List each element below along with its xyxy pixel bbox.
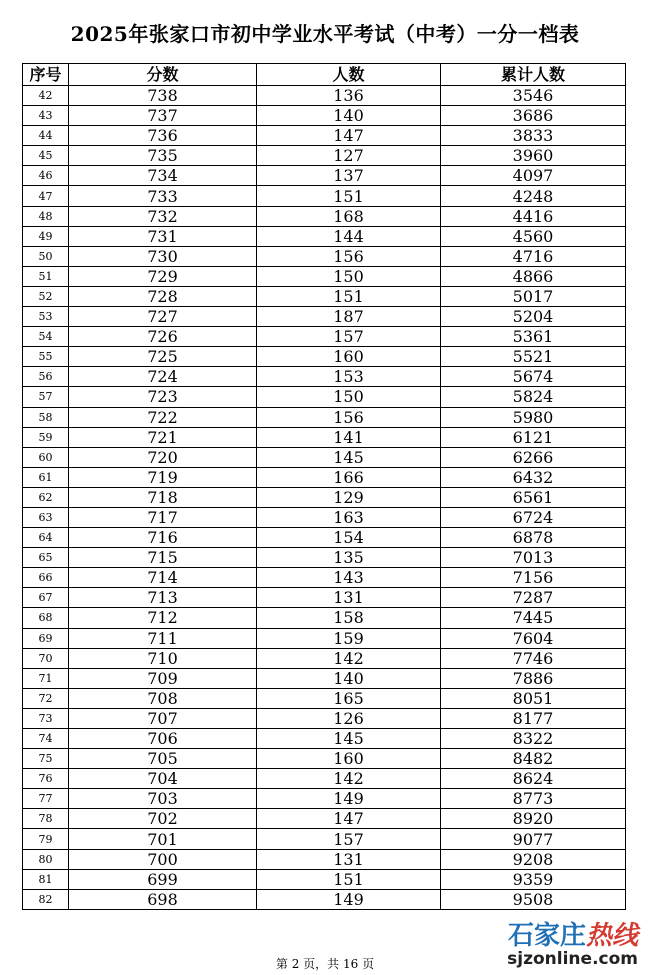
table-row (23, 849, 626, 869)
seq-cell: 49 (23, 226, 69, 246)
table-row (23, 286, 626, 306)
table-row (23, 749, 626, 769)
count-cell: 157 (257, 829, 441, 849)
score-cell: 717 (69, 507, 257, 527)
cumulative-cell: 6432 (441, 467, 626, 487)
count-cell: 150 (257, 387, 441, 407)
count-cell: 160 (257, 347, 441, 367)
table-row (23, 266, 626, 286)
score-cell: 734 (69, 166, 257, 186)
count-cell: 153 (257, 367, 441, 387)
table-row (23, 869, 626, 889)
count-cell: 187 (257, 307, 441, 327)
count-cell: 150 (257, 266, 441, 286)
cumulative-cell: 6724 (441, 507, 626, 527)
table-row (23, 166, 626, 186)
seq-cell: 63 (23, 507, 69, 527)
seq-cell: 48 (23, 206, 69, 226)
table-row (23, 427, 626, 447)
cumulative-cell: 4716 (441, 246, 626, 266)
count-cell: 142 (257, 648, 441, 668)
seq-cell: 66 (23, 568, 69, 588)
table-row (23, 246, 626, 266)
score-cell: 700 (69, 849, 257, 869)
score-cell: 711 (69, 628, 257, 648)
seq-cell: 43 (23, 106, 69, 126)
seq-cell: 76 (23, 769, 69, 789)
cumulative-cell: 6561 (441, 487, 626, 507)
cumulative-cell: 9359 (441, 869, 626, 889)
table-row (23, 628, 626, 648)
cumulative-cell: 7013 (441, 548, 626, 568)
count-cell: 140 (257, 106, 441, 126)
cumulative-cell: 5980 (441, 407, 626, 427)
score-cell: 728 (69, 286, 257, 306)
table-row (23, 568, 626, 588)
cumulative-cell: 7886 (441, 668, 626, 688)
score-cell: 730 (69, 246, 257, 266)
table-row (23, 86, 626, 106)
cumulative-cell: 7604 (441, 628, 626, 648)
count-cell: 144 (257, 226, 441, 246)
score-cell: 723 (69, 387, 257, 407)
seq-cell: 68 (23, 608, 69, 628)
score-cell: 698 (69, 889, 257, 909)
cumulative-cell: 4560 (441, 226, 626, 246)
cumulative-cell: 7156 (441, 568, 626, 588)
table-row (23, 226, 626, 246)
score-cell: 709 (69, 668, 257, 688)
score-cell: 722 (69, 407, 257, 427)
score-cell: 737 (69, 106, 257, 126)
seq-cell: 80 (23, 849, 69, 869)
table-row (23, 648, 626, 668)
seq-cell: 71 (23, 668, 69, 688)
score-cell: 733 (69, 186, 257, 206)
count-cell: 158 (257, 608, 441, 628)
count-cell: 166 (257, 467, 441, 487)
table-header-row (23, 64, 626, 86)
count-cell: 168 (257, 206, 441, 226)
seq-cell: 50 (23, 246, 69, 266)
seq-cell: 56 (23, 367, 69, 387)
cumulative-cell: 8051 (441, 688, 626, 708)
score-cell: 701 (69, 829, 257, 849)
count-cell: 157 (257, 327, 441, 347)
seq-cell: 59 (23, 427, 69, 447)
count-cell: 145 (257, 729, 441, 749)
cumulative-cell: 4097 (441, 166, 626, 186)
count-cell: 156 (257, 246, 441, 266)
score-cell: 727 (69, 307, 257, 327)
table-row (23, 206, 626, 226)
header-count: 人数 (257, 64, 441, 86)
table-row (23, 327, 626, 347)
count-cell: 142 (257, 769, 441, 789)
cumulative-cell: 3546 (441, 86, 626, 106)
cumulative-cell: 4248 (441, 186, 626, 206)
count-cell: 165 (257, 688, 441, 708)
seq-cell: 54 (23, 327, 69, 347)
seq-cell: 61 (23, 467, 69, 487)
score-cell: 708 (69, 688, 257, 708)
score-cell: 706 (69, 729, 257, 749)
seq-cell: 52 (23, 286, 69, 306)
table-row (23, 688, 626, 708)
seq-cell: 79 (23, 829, 69, 849)
count-cell: 160 (257, 749, 441, 769)
table-row (23, 367, 626, 387)
seq-cell: 42 (23, 86, 69, 106)
cumulative-cell: 5824 (441, 387, 626, 407)
count-cell: 141 (257, 427, 441, 447)
score-cell: 702 (69, 809, 257, 829)
cumulative-cell: 3686 (441, 106, 626, 126)
seq-cell: 77 (23, 789, 69, 809)
seq-cell: 67 (23, 588, 69, 608)
count-cell: 145 (257, 447, 441, 467)
score-cell: 715 (69, 548, 257, 568)
seq-cell: 53 (23, 307, 69, 327)
score-cell: 726 (69, 327, 257, 347)
count-cell: 147 (257, 809, 441, 829)
table-row (23, 507, 626, 527)
score-cell: 714 (69, 568, 257, 588)
table-row (23, 769, 626, 789)
count-cell: 127 (257, 146, 441, 166)
score-cell: 712 (69, 608, 257, 628)
table-row (23, 668, 626, 688)
score-cell: 719 (69, 467, 257, 487)
watermark-logo (507, 922, 638, 950)
table-row (23, 809, 626, 829)
count-cell: 147 (257, 126, 441, 146)
seq-cell: 47 (23, 186, 69, 206)
watermark-logo-part2: 热线 (585, 921, 638, 951)
cumulative-cell: 7746 (441, 648, 626, 668)
score-cell: 699 (69, 869, 257, 889)
table-row (23, 789, 626, 809)
table-row (23, 467, 626, 487)
seq-cell: 58 (23, 407, 69, 427)
seq-cell: 45 (23, 146, 69, 166)
cumulative-cell: 8920 (441, 809, 626, 829)
table-row (23, 608, 626, 628)
score-cell: 732 (69, 206, 257, 226)
score-cell: 720 (69, 447, 257, 467)
score-cell: 704 (69, 769, 257, 789)
score-cell: 738 (69, 86, 257, 106)
table-row (23, 347, 626, 367)
count-cell: 154 (257, 528, 441, 548)
cumulative-cell: 3833 (441, 126, 626, 146)
cumulative-cell: 9508 (441, 889, 626, 909)
seq-cell: 73 (23, 708, 69, 728)
cumulative-cell: 6878 (441, 528, 626, 548)
table-row (23, 729, 626, 749)
header-score: 分数 (69, 64, 257, 86)
seq-cell: 62 (23, 487, 69, 507)
score-cell: 736 (69, 126, 257, 146)
seq-cell: 74 (23, 729, 69, 749)
count-cell: 149 (257, 889, 441, 909)
count-cell: 151 (257, 186, 441, 206)
table-row (23, 106, 626, 126)
cumulative-cell: 8322 (441, 729, 626, 749)
count-cell: 143 (257, 568, 441, 588)
table-row (23, 548, 626, 568)
cumulative-cell: 8624 (441, 769, 626, 789)
table-row (23, 307, 626, 327)
score-cell: 713 (69, 588, 257, 608)
table-row (23, 447, 626, 467)
seq-cell: 64 (23, 528, 69, 548)
count-cell: 136 (257, 86, 441, 106)
seq-cell: 46 (23, 166, 69, 186)
score-cell: 705 (69, 749, 257, 769)
count-cell: 159 (257, 628, 441, 648)
score-cell: 703 (69, 789, 257, 809)
count-cell: 151 (257, 869, 441, 889)
count-cell: 151 (257, 286, 441, 306)
score-cell: 716 (69, 528, 257, 548)
table-row (23, 487, 626, 507)
table-row (23, 889, 626, 909)
count-cell: 140 (257, 668, 441, 688)
seq-cell: 51 (23, 266, 69, 286)
count-cell: 163 (257, 507, 441, 527)
score-cell: 729 (69, 266, 257, 286)
score-cell: 725 (69, 347, 257, 367)
cumulative-cell: 9077 (441, 829, 626, 849)
seq-cell: 69 (23, 628, 69, 648)
seq-cell: 55 (23, 347, 69, 367)
table-body (23, 86, 626, 910)
cumulative-cell: 9208 (441, 849, 626, 869)
seq-cell: 78 (23, 809, 69, 829)
score-cell: 710 (69, 648, 257, 668)
cumulative-cell: 4866 (441, 266, 626, 286)
table-row (23, 186, 626, 206)
score-cell: 724 (69, 367, 257, 387)
seq-cell: 75 (23, 749, 69, 769)
table-row (23, 829, 626, 849)
table-row (23, 387, 626, 407)
count-cell: 129 (257, 487, 441, 507)
site-watermark (507, 922, 638, 968)
seq-cell: 72 (23, 688, 69, 708)
cumulative-cell: 5017 (441, 286, 626, 306)
seq-cell: 60 (23, 447, 69, 467)
cumulative-cell: 3960 (441, 146, 626, 166)
seq-cell: 65 (23, 548, 69, 568)
header-cumulative: 累计人数 (441, 64, 626, 86)
watermark-logo-part1: 石家庄 (507, 921, 586, 951)
cumulative-cell: 5674 (441, 367, 626, 387)
score-cell: 718 (69, 487, 257, 507)
score-cell: 707 (69, 708, 257, 728)
seq-cell: 70 (23, 648, 69, 668)
count-cell: 156 (257, 407, 441, 427)
count-cell: 131 (257, 849, 441, 869)
page-title: 2025年张家口市初中学业水平考试（中考）一分一档表 (70, 22, 580, 46)
table-row (23, 146, 626, 166)
cumulative-cell: 8773 (441, 789, 626, 809)
seq-cell: 44 (23, 126, 69, 146)
count-cell: 126 (257, 708, 441, 728)
table-row (23, 407, 626, 427)
watermark-url: sjzonline.com (507, 949, 638, 969)
cumulative-cell: 4416 (441, 206, 626, 226)
cumulative-cell: 8482 (441, 749, 626, 769)
page-footer: 第 2 页，共 16 页 (275, 957, 375, 971)
seq-cell: 82 (23, 889, 69, 909)
cumulative-cell: 5521 (441, 347, 626, 367)
cumulative-cell: 5361 (441, 327, 626, 347)
count-cell: 137 (257, 166, 441, 186)
cumulative-cell: 8177 (441, 708, 626, 728)
score-cell: 731 (69, 226, 257, 246)
cumulative-cell: 6266 (441, 447, 626, 467)
score-cell: 721 (69, 427, 257, 447)
cumulative-cell: 5204 (441, 307, 626, 327)
score-cell: 735 (69, 146, 257, 166)
cumulative-cell: 7287 (441, 588, 626, 608)
table-row (23, 126, 626, 146)
header-seq: 序号 (23, 64, 69, 86)
table-row (23, 588, 626, 608)
score-table (22, 63, 626, 910)
count-cell: 135 (257, 548, 441, 568)
table-row (23, 708, 626, 728)
seq-cell: 81 (23, 869, 69, 889)
count-cell: 149 (257, 789, 441, 809)
seq-cell: 57 (23, 387, 69, 407)
count-cell: 131 (257, 588, 441, 608)
table-row (23, 528, 626, 548)
cumulative-cell: 6121 (441, 427, 626, 447)
cumulative-cell: 7445 (441, 608, 626, 628)
